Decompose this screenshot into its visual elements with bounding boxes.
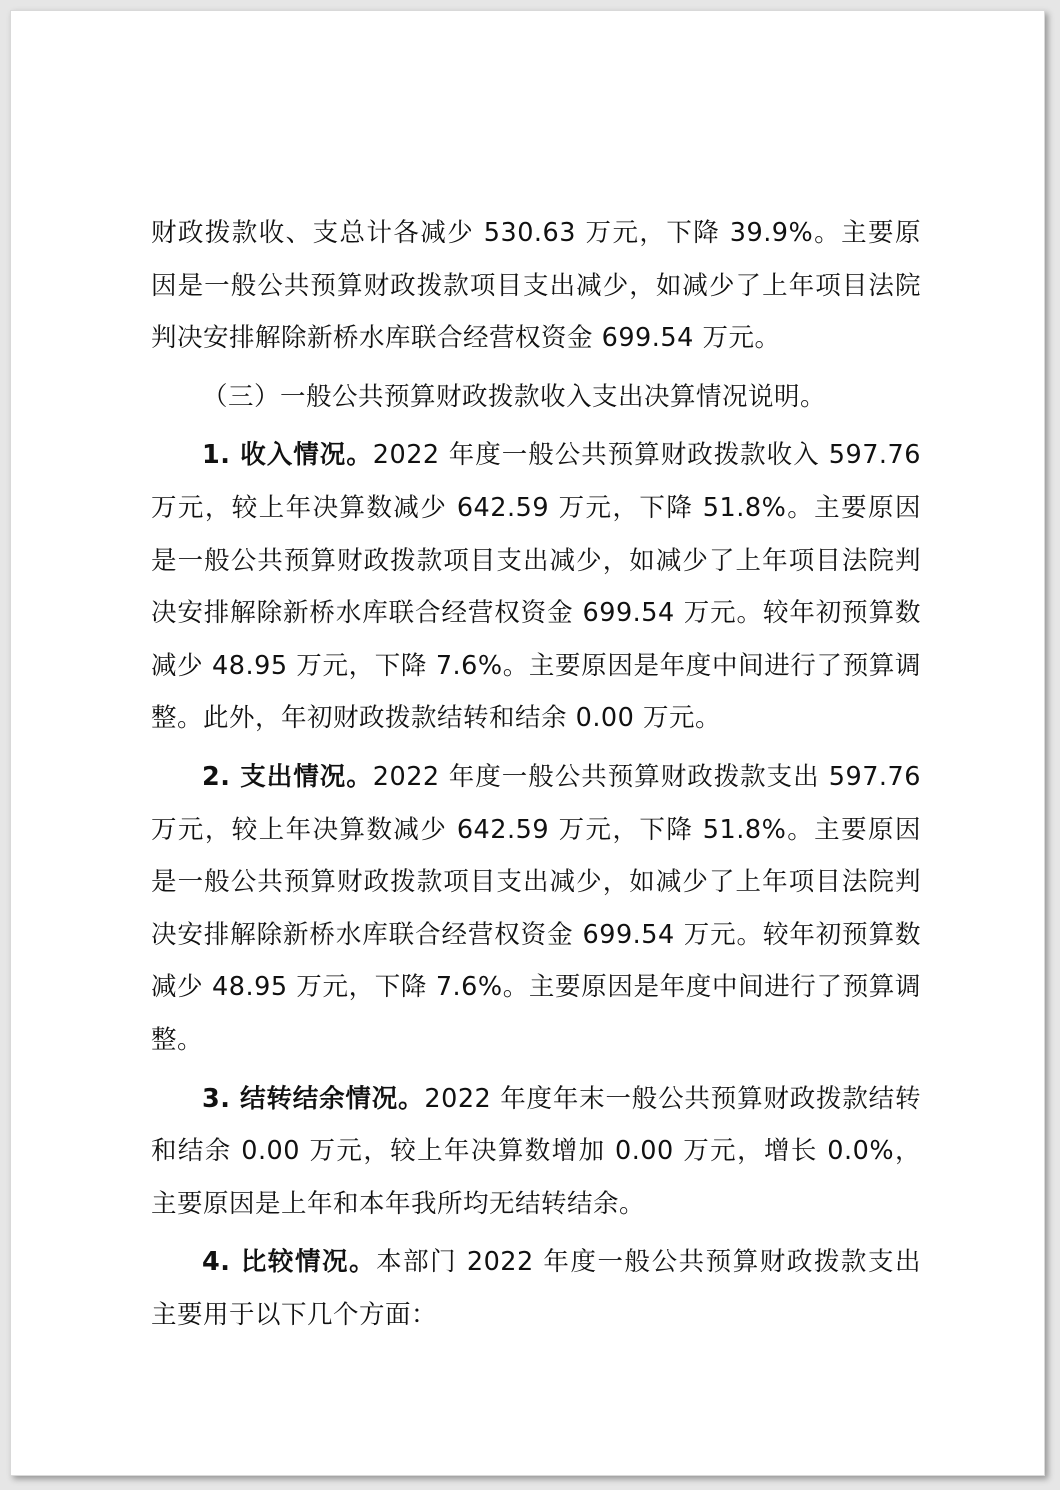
carryover-heading: 3. 结转结余情况。 (202, 1083, 425, 1114)
expenditure-heading: 2. 支出情况。 (202, 761, 373, 792)
income-body: 2022 年度一般公共预算财政拨款收入 597.76 万元，较上年决算数减少 642.59 万元，下降 51.8%。主要原因是一般公共预算财政拨款项目支出减少，如减少了上年项目法院判决安排解除新桥水库联合经营权资金 699.54 万元。较年初预算数减少 48.95 万元，下降 7.6%。主要原因是年度中间进行了预算调整。此外，年初财政拨款结转和结余 0.00 万元。 (151, 440, 921, 734)
paragraph-comparison (151, 1236, 921, 1341)
income-heading: 1. 收入情况。 (202, 440, 373, 471)
comparison-heading: 4. 比较情况。 (202, 1247, 377, 1278)
paragraph-expenditure (151, 751, 921, 1067)
document-page (10, 10, 1045, 1476)
carryover-body: 2022 年度年末一般公共预算财政拨款结转和结余 0.00 万元，较上年决算数增加 0.00 万元，增长 0.0%，主要原因是上年和本年我所均无结转结余。 (151, 1083, 921, 1219)
document-body (151, 207, 921, 1347)
paragraph-continuation: 财政拨款收、支总计各减少 530.63 万元，下降 39.9%。主要原因是一般公共预算财政拨款项目支出减少，如减少了上年项目法院判决安排解除新桥水库联合经营权资金 699.54 万元。 (151, 218, 921, 354)
expenditure-body: 2022 年度一般公共预算财政拨款支出 597.76 万元，较上年决算数减少 642.59 万元，下降 51.8%。主要原因是一般公共预算财政拨款项目支出减少，如减少了上年项目法院判决安排解除新桥水库联合经营权资金 699.54 万元。较年初预算数减少 48.95 万元，下降 7.6%。主要原因是年度中间进行了预算调整。 (151, 761, 921, 1055)
paragraph-carryover (151, 1073, 921, 1231)
section-heading-general-budget: （三）一般公共预算财政拨款收入支出决算情况说明。 (202, 381, 827, 412)
comparison-body: 本部门 2022 年度一般公共预算财政拨款支出主要用于以下几个方面： (151, 1247, 921, 1330)
paragraph-income (151, 429, 921, 745)
